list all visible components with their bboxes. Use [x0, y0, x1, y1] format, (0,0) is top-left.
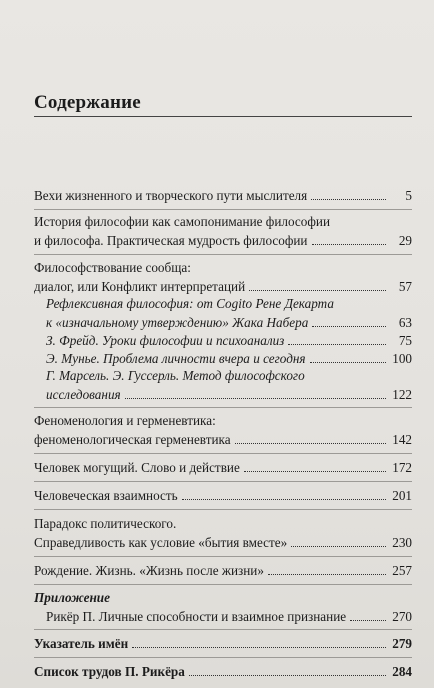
dot-leader: [189, 661, 386, 676]
entry-divider: [34, 407, 412, 408]
toc-entry-title: диалог, или Конфликт интерпретаций: [34, 279, 246, 294]
entry-divider: [34, 584, 412, 585]
dot-leader: [288, 330, 386, 345]
toc-entry-dialogue[interactable]: [34, 276, 412, 296]
toc-page-number: 122: [392, 387, 412, 402]
toc-entry-title: феноменологическая герменевтика: [34, 432, 231, 447]
entry-divider: [34, 453, 412, 454]
toc-entry-title: Справедливость как условие «бытия вместе»: [34, 535, 288, 550]
toc-entry-line: Философствование сообща:: [34, 260, 191, 275]
toc-page-number: 100: [392, 351, 412, 366]
entry-divider: [34, 209, 412, 210]
dot-leader: [310, 348, 386, 363]
toc-entry-line: Феноменология и герменевтика:: [34, 413, 216, 428]
entry-divider: [34, 481, 412, 482]
dot-leader: [182, 485, 386, 500]
toc-subentry-line: Рефлексивная философия: от Cogito Рене Декарта: [46, 296, 334, 311]
toc-entry-title: исследования: [46, 387, 121, 402]
toc-entry-title: Человеческая взаимность: [34, 488, 178, 503]
toc-page-number: 142: [392, 432, 412, 447]
toc-page-number: 5: [405, 188, 412, 203]
toc-entry-title: Список трудов П. Рикёра: [34, 664, 185, 679]
dot-leader: [311, 185, 386, 200]
toc-subentry-marcel-husserl[interactable]: [46, 384, 412, 404]
toc-entry-title: Э. Мунье. Проблема личности вчера и сегодня: [46, 351, 306, 366]
toc-entry-appendix-ricoeur[interactable]: [46, 606, 412, 626]
toc-page-number: 201: [392, 488, 412, 503]
appendix-label: Приложение: [34, 590, 110, 605]
toc-entry-title: Человек могущий. Слово и действие: [34, 460, 240, 475]
entry-divider: [34, 254, 412, 255]
toc-page-number: 63: [398, 315, 412, 330]
toc-page-number: 284: [392, 664, 412, 679]
toc-entry-reciprocity[interactable]: [34, 485, 412, 505]
toc-subentry-mounier[interactable]: [46, 348, 412, 368]
entry-divider: [34, 629, 412, 630]
toc-subentry-line: Г. Марсель. Э. Гуссерль. Метод философского: [46, 368, 305, 383]
dot-leader: [350, 606, 386, 621]
toc-entry-title: Указатель имён: [34, 636, 129, 651]
dot-leader: [249, 276, 386, 291]
dot-leader: [312, 312, 386, 327]
dot-leader: [244, 457, 386, 472]
toc-page-number: 230: [392, 535, 412, 550]
toc-page-number: 279: [392, 636, 412, 651]
toc-entry-phenomenology[interactable]: [34, 429, 412, 449]
toc-entry-biography[interactable]: [34, 185, 412, 205]
heading-rule: [34, 116, 412, 117]
dot-leader: [312, 230, 387, 245]
entry-divider: [34, 556, 412, 557]
toc-entry-title: Рождение. Жизнь. «Жизнь после жизни»: [34, 563, 264, 578]
toc-heading: Содержание: [34, 92, 141, 113]
toc-entry-bibliography[interactable]: [34, 661, 412, 681]
toc-entry-title: к «изначальному утверждению» Жака Набера: [46, 315, 309, 330]
dot-leader: [235, 429, 386, 444]
toc-page-number: 257: [392, 563, 412, 578]
toc-page-number: 57: [398, 279, 412, 294]
toc-entry-index-of-names[interactable]: [34, 633, 412, 653]
toc-subentry-freud[interactable]: [46, 330, 412, 350]
toc-entry-title: З. Фрейд. Уроки философии и психоанализ: [46, 333, 285, 348]
entry-divider: [34, 509, 412, 510]
toc-subentry-reflexive[interactable]: [46, 312, 412, 332]
entry-divider: [34, 657, 412, 658]
toc-page-number: 270: [392, 609, 412, 624]
dot-leader: [125, 384, 386, 399]
toc-page-number: 75: [398, 333, 412, 348]
toc-entry-title: и философа. Практическая мудрость философии: [34, 233, 308, 248]
toc-entry-line: Парадокс политического.: [34, 516, 177, 531]
dot-leader: [132, 633, 386, 648]
toc-entry-birth-life[interactable]: [34, 560, 412, 580]
toc-entry-title: Рикёр П. Личные способности и взаимное признание: [46, 609, 347, 624]
toc-page-number: 172: [392, 460, 412, 475]
toc-page-number: 29: [398, 233, 412, 248]
dot-leader: [291, 532, 386, 547]
toc-entry-political[interactable]: [34, 532, 412, 552]
toc-entry-history-philosophy[interactable]: [34, 230, 412, 250]
toc-entry-title: Вехи жизненного и творческого пути мыслителя: [34, 188, 308, 203]
toc-entry-capable-man[interactable]: [34, 457, 412, 477]
toc-entry-line: История философии как самопонимание философии: [34, 214, 331, 229]
dot-leader: [268, 560, 386, 575]
